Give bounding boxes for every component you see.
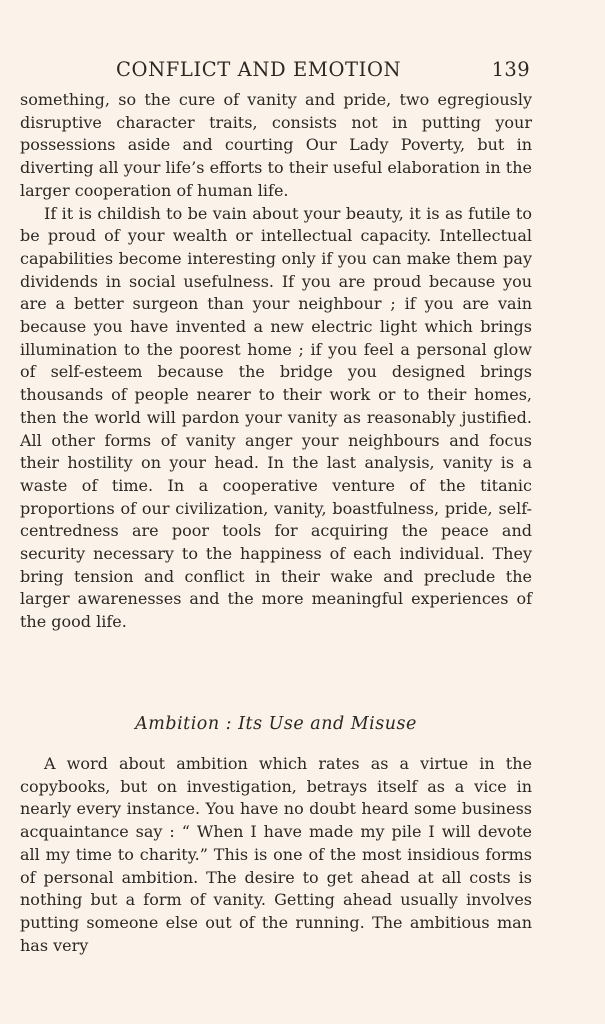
page-number: 139 [491, 58, 530, 81]
paragraph: something, so the cure of vanity and pride, two egregiously disruptive character traits, consists not in putting your possessions aside and courting Our Lady Poverty, but in diverting all your life’s efforts to their useful elaboration in the larger cooperation of human life. [20, 90, 532, 200]
section-heading: Ambition : Its Use and Misuse [135, 714, 417, 734]
running-head [20, 54, 530, 84]
body-text [20, 89, 532, 634]
paragraph: A word about ambition which rates as a virtue in the copybooks, but on investigation, betrays itself as a vice in nearly every instance. You have no doubt heard some business acquaintance say : “ When I have made my pile I will devote all my time to charity.” This is one of the most insidious forms of personal ambition. The desire to get ahead at all costs is nothing but a form of vanity. Getting ahead usually involves putting someone else out of the running. The ambitious man has very [20, 754, 532, 955]
paragraph: If it is childish to be vain about your beauty, it is as futile to be proud of your wealth or intellectual capacity. Intellectual capabilities become interesting only if you can make them pay dividends in social usefulness. If you are proud because you are a better surgeon than your neighbour ; if you are vain because you have invented a new electric light which brings illumination to the poorest home ; if you feel a personal glow of self-esteem because the bridge you designed brings thousands of people nearer to their work or to their homes, then the world will pardon your vanity as reasonably justified. All other forms of vanity anger your neighbours and focus their hostility on your head. In the last analysis, vanity is a waste of time. In a cooperative venture of the titanic proportions of our civilization, vanity, boastfulness, pride, self-centredness are poor tools for acquiring the peace and security necessary to the happiness of each individual. They bring tension and conflict in their wake and preclude the larger awarenesses and the more meaningful experiences of the good life. [20, 203, 532, 632]
chapter-title: CONFLICT AND EMOTION [116, 58, 402, 81]
section-body-text [20, 753, 532, 957]
